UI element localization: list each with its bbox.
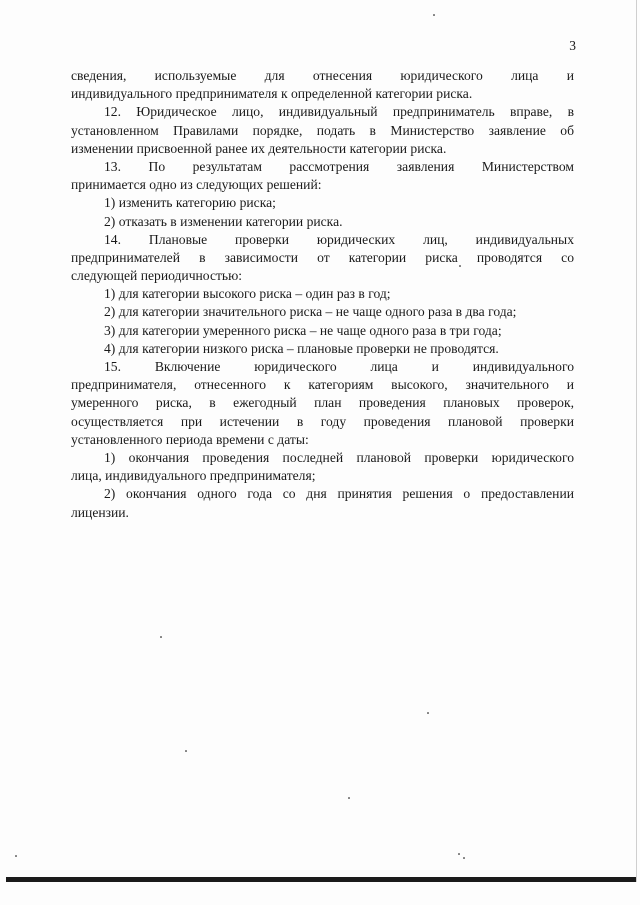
text-line: изменении присвоенной ранее их деятельности категории риска. [71,140,447,156]
text-line: предпринимателей в зависимости от категории риска проводятся со [71,249,574,265]
text-line: 2) окончания одного года со дня принятия решения о предоставлении [104,486,574,502]
page-edge-shadow [636,0,637,882]
text-line: умеренного риска, в ежегодный план проведения плановых проверок, [71,395,574,411]
scan-speck [15,855,17,857]
text-line: предпринимателя, отнесенного к категориям высокого, значительного и [71,377,574,393]
text-line: 4) для категории низкого риска – плановые проверки не проводятся. [104,340,499,356]
text-line: установленного периода времени с даты: [71,431,309,447]
text-line: следующей периодичностью: [71,268,243,284]
text-line: 14. Плановые проверки юридических лиц, индивидуальных [104,231,574,247]
text-line: сведения, используемые для отнесения юридического лица и [71,68,574,83]
text-line: 2) отказать в изменении категории риска. [104,213,343,229]
text-line: 1) изменить категорию риска; [104,195,276,211]
scan-speck [348,797,350,799]
scan-speck [160,636,162,638]
text-line: принимается одно из следующих решений: [71,177,322,193]
scan-speck [185,750,187,752]
text-line: осуществляется при истечении в году проведения плановой проверки [71,413,574,429]
scan-speck [433,14,435,16]
scan-bottom-border [6,877,636,882]
text-line: индивидуального предпринимателя к определенной категории риска. [71,86,473,102]
scan-speck [427,712,429,714]
page-number: 3 [569,38,576,53]
text-line: установленном Правилами порядке, подать в Министерство заявление об [71,122,574,138]
text-line: лица, индивидуального предпринимателя; [71,468,316,484]
scan-speck [463,857,465,859]
text-line: 1) окончания проведения последней плановой проверки юридического [104,449,574,465]
text-line: 13. По результатам рассмотрения заявления Министерством [104,158,574,174]
text-line: 2) для категории значительного риска – не чаще одного раза в два года; [104,304,517,320]
text-line: 1) для категории высокого риска – один раз в год; [104,286,391,302]
text-line: 15. Включение юридического лица и индивидуального [104,359,574,374]
scan-speck [459,265,461,267]
text-line: 12. Юридическое лицо, индивидуальный предприниматель вправе, в [104,104,574,120]
document-body [71,67,574,522]
scan-speck [458,853,460,855]
text-line: 3) для категории умеренного риска – не чаще одного раза в три года; [104,322,502,338]
text-line: лицензии. [71,504,129,520]
